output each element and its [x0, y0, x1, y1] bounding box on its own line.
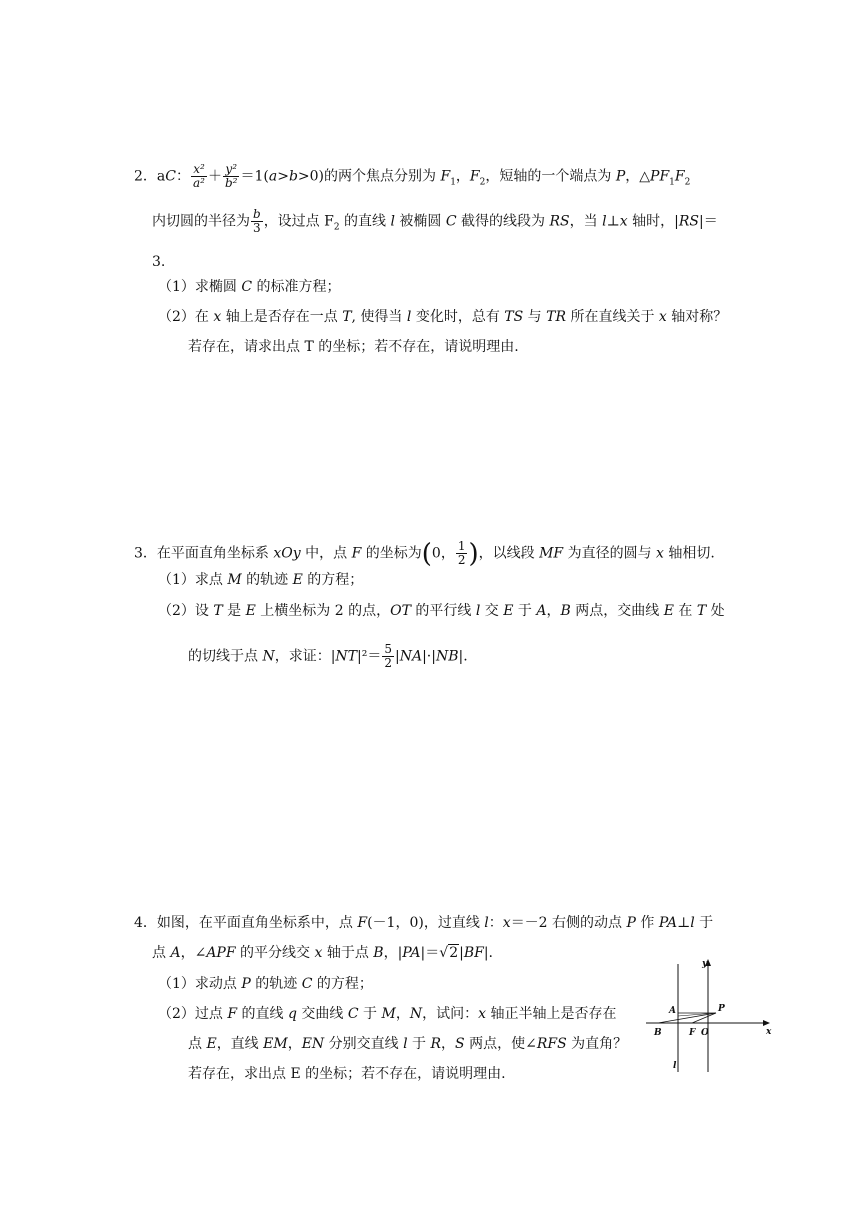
q4-part-1 [158, 974, 373, 994]
text: ，△ [625, 168, 651, 185]
subscript: 1 [669, 177, 675, 188]
text: 的轨迹 [250, 976, 302, 992]
part-label: （2） [158, 1006, 195, 1022]
text: 如图，在平面直角坐标系中，点 [156, 915, 358, 931]
math-var: E [292, 572, 303, 588]
math-var: RS [549, 213, 570, 230]
text: 的平分线交 [235, 945, 315, 961]
text: 求动点 [194, 976, 242, 992]
part-label: （2） [158, 309, 195, 325]
math-var: T [696, 603, 707, 619]
q4-part-2-continued-2: 若存在，求出点 E 的坐标；若不存在，请说明理由. [188, 1066, 506, 1082]
math-var: A [536, 603, 547, 619]
text: |²＝ [357, 648, 382, 665]
math-var: S [455, 1036, 465, 1052]
math-var: x [213, 309, 222, 325]
text: ⊥ [606, 213, 620, 230]
math-var: TS [504, 309, 524, 325]
text: 轴相切. [663, 545, 715, 562]
math-var: PA [658, 915, 678, 931]
math-var: T [342, 309, 352, 325]
text: 的标准方程； [252, 279, 341, 295]
math-var: C [165, 168, 176, 185]
label-p: P [718, 1004, 725, 1014]
math-var: R [430, 1036, 442, 1052]
math-var: F [440, 168, 451, 185]
math-var: l [484, 915, 489, 931]
math-var: OT [390, 603, 411, 619]
text: 于 [513, 603, 537, 619]
text: 是 [222, 603, 246, 619]
bracket-right: ) [468, 538, 479, 569]
text: 的方程； [312, 976, 373, 992]
text: |. [458, 648, 468, 665]
text: ＝－2 右侧的动点 [510, 915, 627, 931]
subscript: 1 [450, 177, 456, 188]
sqrt-radicand: 2 [449, 945, 459, 961]
fraction-num: 5 [384, 642, 392, 656]
text: 轴对称？ [666, 309, 728, 325]
math-var: B [560, 603, 571, 619]
fraction-den: a² [193, 176, 205, 190]
fraction [191, 163, 207, 190]
text: 于 [407, 1036, 431, 1052]
text: 在 [673, 603, 697, 619]
text: 交曲线 [296, 1006, 348, 1022]
math-var: E [245, 603, 256, 619]
text: ，∠ [180, 945, 207, 961]
part-label: （1） [158, 572, 195, 588]
coordinate-figure [644, 958, 784, 1076]
text: ， [455, 168, 470, 185]
text: ，| [383, 945, 403, 961]
math-var: NA [399, 648, 423, 665]
bracket-left: ( [421, 538, 432, 569]
math-var: P [241, 976, 251, 992]
math-var: F [351, 545, 362, 562]
math-var: PF [650, 168, 670, 185]
text: 的直线 [339, 213, 391, 230]
text: > [277, 168, 289, 185]
math-var: F [357, 915, 368, 931]
math-var: F [469, 168, 480, 185]
subscript: 2 [479, 177, 486, 188]
question-number: 3． [134, 545, 157, 562]
text: 在 [194, 309, 214, 325]
text: 0， [431, 545, 455, 562]
text: | [395, 648, 400, 665]
part-label: （1） [158, 279, 195, 295]
text: >0)的两个焦点分别为 [297, 168, 441, 185]
text: 变化时，总有 [411, 309, 505, 325]
text: ， [287, 1036, 302, 1052]
text: ＋ [207, 168, 222, 185]
math-var: l [690, 915, 695, 931]
math-var: MF [539, 545, 564, 562]
math-var: P [626, 915, 636, 931]
text: 在平面直角坐标系 [156, 545, 274, 562]
text: 的直线 [237, 1006, 288, 1022]
q4-part-2-continued [188, 1034, 627, 1054]
text: ，试问： [422, 1006, 479, 1022]
math-var: l [602, 213, 607, 230]
text: 的平行线 [410, 603, 476, 619]
text: ，当 [569, 213, 603, 230]
math-var: T [213, 603, 223, 619]
q4-line-2 [152, 943, 493, 963]
text: 轴上是否存在一点 [221, 309, 343, 325]
question-number: 4． [134, 915, 157, 931]
text: 所在直线关于 [566, 309, 659, 325]
text: 轴于点 [322, 945, 374, 961]
math-var: b [288, 168, 298, 185]
text: ， [395, 1006, 410, 1022]
text: 点 [188, 1036, 207, 1052]
label-l: l [673, 1061, 677, 1071]
text: 的坐标为 [361, 545, 422, 562]
math-var: E [206, 1036, 217, 1052]
text: 的方程； [302, 572, 364, 588]
q3-part-1 [158, 570, 363, 590]
fraction-num: 1 [457, 539, 466, 553]
math-var: x [656, 545, 664, 562]
text: ，以线段 [478, 545, 540, 562]
sqrt-sign: √ [439, 945, 449, 961]
text: 两点，交曲线 [570, 603, 664, 619]
label-f: F [689, 1028, 696, 1038]
text: ，直线 [216, 1036, 264, 1052]
q2-part-1 [158, 277, 341, 297]
q4-line-1 [134, 913, 713, 933]
fraction-den: 3 [253, 221, 261, 235]
text: 分别交直线 [324, 1036, 404, 1052]
text: 于 [694, 915, 714, 931]
q3-line-1 [134, 540, 715, 567]
text: 轴正半轴上是否存在 [486, 1006, 617, 1022]
fraction-den: b² [224, 176, 238, 190]
text: 的轨迹 [241, 572, 293, 588]
math-var: l [403, 1036, 408, 1052]
text: ，短轴的一个端点为 [485, 168, 616, 185]
subscript: 2 [684, 177, 691, 188]
text: 被椭圆 [394, 213, 446, 230]
text: ： [488, 915, 503, 931]
math-var: A [170, 945, 181, 961]
math-var: C [445, 213, 457, 230]
math-var: C [301, 976, 313, 992]
text: 的切线于点 [188, 648, 263, 665]
label-a: A [669, 1006, 676, 1016]
text: |. [483, 945, 494, 961]
math-var: x [478, 1006, 486, 1022]
text: 轴时，| [627, 213, 679, 230]
segment-bp [658, 1013, 716, 1023]
part-label: （1） [158, 976, 195, 992]
text: 截得的线段为 [456, 213, 550, 230]
math-var: NB [435, 648, 459, 665]
q3-part-2-continued [188, 643, 468, 670]
text: ，求证：| [274, 648, 336, 665]
math-var: M [227, 572, 242, 588]
label-x: x [766, 1027, 772, 1037]
text: 点 [152, 945, 171, 961]
q2-line-1 [134, 163, 690, 192]
text: | [459, 945, 464, 961]
math-var: F [674, 168, 685, 185]
math-var: BF [463, 945, 484, 961]
label-y: y [702, 959, 708, 969]
question-number: 2． [134, 168, 157, 185]
math-var: NT [335, 648, 358, 665]
text: (－1，0)，过直线 [367, 915, 485, 931]
fraction-den: 2 [384, 656, 392, 670]
fraction [251, 208, 263, 235]
math-var: EM [263, 1036, 288, 1052]
math-var: F [227, 1006, 238, 1022]
math-var: N [409, 1006, 423, 1022]
math-var: B [373, 945, 384, 961]
text: ，设过点 F [263, 213, 334, 230]
fraction-num: x² [191, 163, 207, 177]
math-var: C [241, 279, 253, 295]
text: ， [441, 1036, 456, 1052]
subscript: 2 [333, 222, 340, 233]
text: 求点 [194, 572, 228, 588]
fraction [456, 540, 468, 567]
label-o: O [701, 1028, 709, 1038]
math-var: E [663, 603, 674, 619]
fraction [223, 163, 240, 190]
text: 过点 [194, 1006, 228, 1022]
math-var: E [503, 603, 514, 619]
text: 与 [523, 309, 547, 325]
math-var: q [288, 1006, 297, 1022]
math-var: P [615, 168, 626, 185]
math-var: xOy [273, 545, 301, 562]
fraction-den: 2 [457, 553, 466, 567]
label-b: B [654, 1028, 662, 1038]
q2-part-2 [158, 307, 727, 327]
text: 内切圆的半径为 [152, 213, 250, 230]
text: 于 [358, 1006, 382, 1022]
text: 作 [635, 915, 659, 931]
text: ＝1( [240, 168, 269, 185]
text: |＝ [698, 213, 718, 230]
math-var: RS [678, 213, 699, 230]
text: 中，点 [300, 545, 352, 562]
math-var: TR [546, 309, 567, 325]
math-var: x [658, 309, 667, 325]
x-axis-arrow [763, 1020, 770, 1026]
math-var: PA [402, 945, 421, 961]
text: a [156, 168, 166, 185]
math-var: RFS [536, 1036, 567, 1052]
math-var: x [619, 213, 628, 230]
text: |·| [422, 648, 436, 665]
q2-line-3: 3. [152, 254, 166, 270]
text: 上横坐标为 2 的点， [255, 603, 391, 619]
math-var: N [262, 648, 275, 665]
text: ⊥ [677, 915, 691, 931]
q2-line-2 [152, 208, 718, 237]
text: 处 [706, 603, 725, 619]
text: 为直角？ [566, 1036, 628, 1052]
fraction-num: y² [223, 163, 240, 177]
text: 为直径的圆与 [563, 545, 657, 562]
math-var: l [406, 309, 412, 325]
text: 交 [480, 603, 504, 619]
text: , 使得当 [351, 309, 407, 325]
fraction-num: b [253, 207, 261, 221]
q2-part-2-continued: 若存在，请求出点 T 的坐标；若不存在，请说明理由. [188, 339, 519, 355]
q3-part-2 [158, 601, 725, 621]
math-var: APF [206, 945, 236, 961]
math-var: x [502, 915, 511, 931]
fraction [382, 643, 394, 670]
math-var: M [381, 1006, 396, 1022]
math-var: l [475, 603, 481, 619]
text: 求椭圆 [194, 279, 242, 295]
text: ， [546, 603, 561, 619]
math-var: a [268, 168, 278, 185]
text: ： [176, 168, 190, 185]
math-var: EN [301, 1036, 325, 1052]
math-var: C [347, 1006, 359, 1022]
math-var: l [390, 213, 395, 230]
text: 两点，使∠ [464, 1036, 537, 1052]
text: 设 [194, 603, 214, 619]
text: |＝ [420, 945, 440, 961]
part-label: （2） [158, 603, 195, 619]
q4-part-2 [158, 1004, 616, 1024]
math-var: x [314, 945, 323, 961]
